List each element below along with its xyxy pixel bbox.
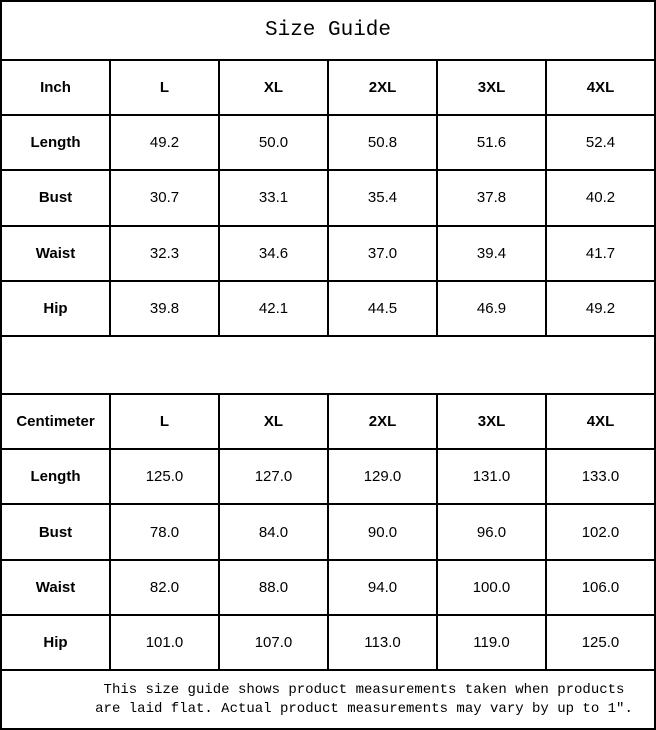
spacer-row [1,336,655,393]
measurement-cell: 113.0 [328,615,437,670]
measurement-cell: 78.0 [110,504,219,559]
row-label-hip: Hip [1,615,110,670]
measurement-cell: 90.0 [328,504,437,559]
measurement-cell: 50.8 [328,115,437,170]
measurement-cell: 82.0 [110,560,219,615]
row-label-length: Length [1,449,110,504]
measurement-cell: 50.0 [219,115,328,170]
centimeter-size-header-l: L [110,394,219,449]
inch-size-header-xl: XL [219,60,328,115]
measurement-cell: 125.0 [110,449,219,504]
footer-row [1,670,655,729]
measurement-cell: 39.4 [437,226,546,281]
measurement-cell: 46.9 [437,281,546,336]
inch-size-header-3xl: 3XL [437,60,546,115]
row-label-length: Length [1,115,110,170]
footer-note-line2: are laid flat. Actual product measurements may vary by up to 1″. [95,700,633,717]
centimeter-hip-row [1,615,655,670]
measurement-cell: 42.1 [219,281,328,336]
row-label-hip: Hip [1,281,110,336]
measurement-cell: 96.0 [437,504,546,559]
measurement-cell: 131.0 [437,449,546,504]
measurement-cell: 40.2 [546,170,655,225]
centimeter-waist-row [1,560,655,615]
measurement-cell: 39.8 [110,281,219,336]
measurement-cell: 32.3 [110,226,219,281]
inch-bust-row [1,170,655,225]
inch-header-row [1,60,655,115]
page-title: Size Guide [1,1,655,60]
measurement-cell: 94.0 [328,560,437,615]
measurement-cell: 37.0 [328,226,437,281]
measurement-cell: 37.8 [437,170,546,225]
measurement-cell: 101.0 [110,615,219,670]
row-label-waist: Waist [1,226,110,281]
measurement-cell: 49.2 [546,281,655,336]
inch-unit-header: Inch [1,60,110,115]
centimeter-header-row [1,394,655,449]
centimeter-length-row [1,449,655,504]
centimeter-size-header-3xl: 3XL [437,394,546,449]
measurement-cell: 49.2 [110,115,219,170]
inch-size-header-l: L [110,60,219,115]
inch-waist-row [1,226,655,281]
inch-size-header-2xl: 2XL [328,60,437,115]
measurement-cell: 33.1 [219,170,328,225]
inch-length-row [1,115,655,170]
measurement-cell: 107.0 [219,615,328,670]
centimeter-size-header-4xl: 4XL [546,394,655,449]
row-label-bust: Bust [1,504,110,559]
inch-size-header-4xl: 4XL [546,60,655,115]
measurement-cell: 102.0 [546,504,655,559]
measurement-cell: 133.0 [546,449,655,504]
measurement-cell: 44.5 [328,281,437,336]
footer-note [2,681,654,719]
row-label-waist: Waist [1,560,110,615]
measurement-cell: 100.0 [437,560,546,615]
row-label-bust: Bust [1,170,110,225]
centimeter-bust-row [1,504,655,559]
footer-note-line1: This size guide shows product measurements taken when products [103,681,625,698]
measurement-cell: 125.0 [546,615,655,670]
measurement-cell: 52.4 [546,115,655,170]
measurement-cell: 119.0 [437,615,546,670]
measurement-cell: 127.0 [219,449,328,504]
title-row [1,1,655,60]
measurement-cell: 34.6 [219,226,328,281]
measurement-cell: 84.0 [219,504,328,559]
centimeter-size-header-2xl: 2XL [328,394,437,449]
measurement-cell: 51.6 [437,115,546,170]
measurement-cell: 30.7 [110,170,219,225]
measurement-cell: 35.4 [328,170,437,225]
measurement-cell: 129.0 [328,449,437,504]
spacer-cell [1,336,655,393]
footer-cell [1,670,655,729]
measurement-cell: 88.0 [219,560,328,615]
centimeter-size-header-xl: XL [219,394,328,449]
measurement-cell: 41.7 [546,226,655,281]
centimeter-unit-header: Centimeter [1,394,110,449]
measurement-cell: 106.0 [546,560,655,615]
inch-hip-row [1,281,655,336]
